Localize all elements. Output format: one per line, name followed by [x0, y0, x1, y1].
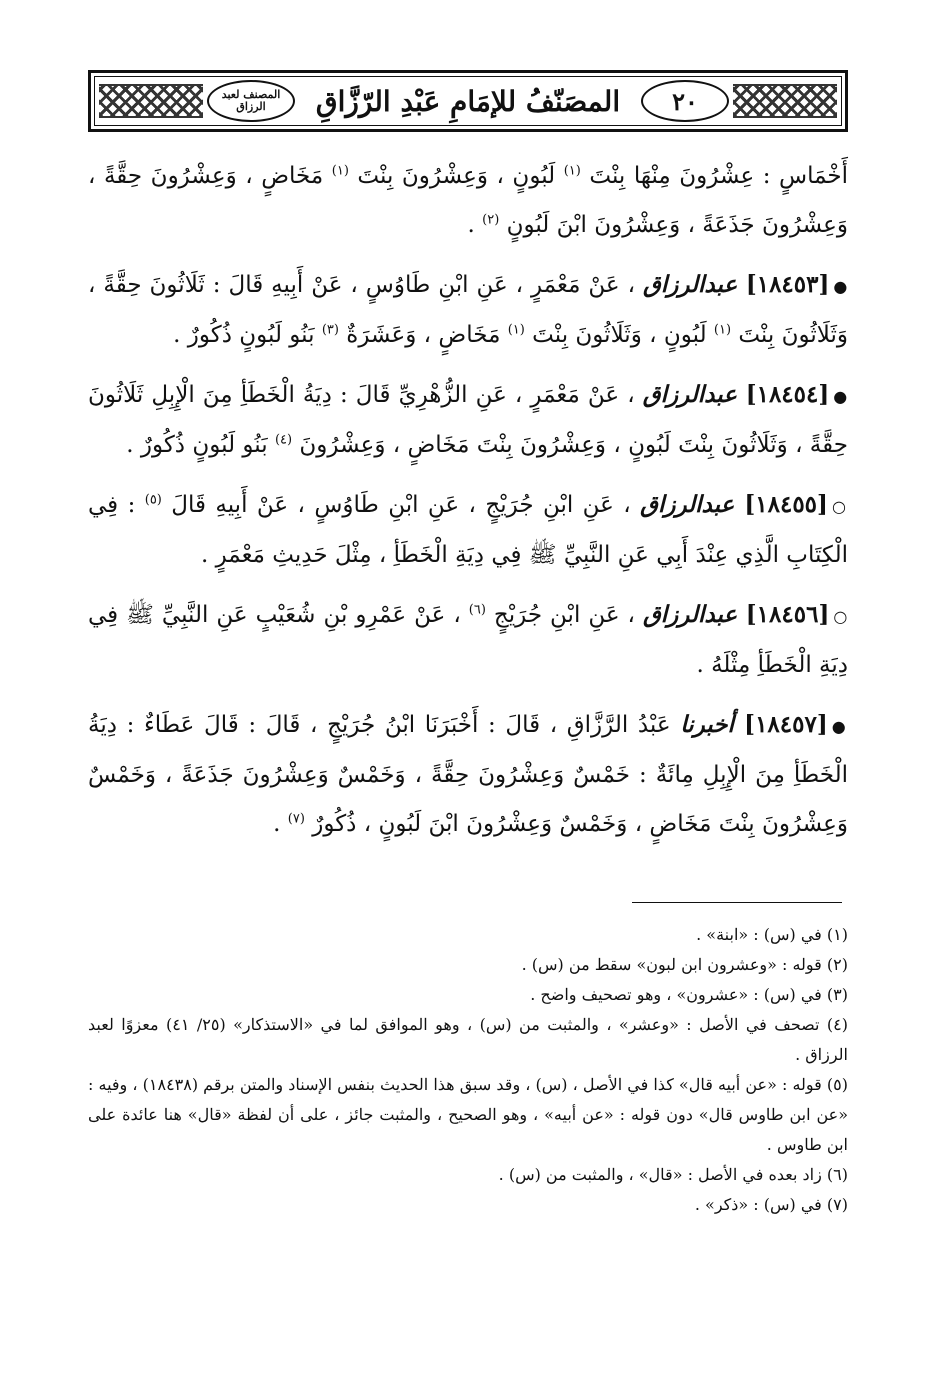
page-header: [88, 70, 848, 132]
text-segment: بَنُو لَبُونٍ ذُكُورٌ .: [126, 432, 275, 458]
hadith-paragraph: [88, 480, 848, 580]
footnote-ref: (١): [331, 163, 349, 179]
hadith-marker: ●: [831, 717, 849, 736]
narrator-name: عبدالرزاق: [640, 491, 735, 518]
ornament-pattern-right: [733, 84, 837, 118]
hadith-number: [١٨٤٥٧]: [733, 711, 828, 738]
text-segment: بَنُو لَبُونٍ ذُكُورٌ .: [173, 322, 322, 348]
main-text: [88, 152, 848, 859]
header-ornament-left: [99, 80, 299, 122]
text-segment: ، عَنْ مَعْمَرٍ ، عَنِ ابْنِ طَاوُسٍ ، عَنْ أَبِيهِ قَالَ : ثَلَاثُونَ حِقَّةً ، وَثَلَاثُونَ بِنْتَ: [88, 272, 848, 348]
text-segment: .: [467, 212, 483, 238]
narrator-name: عبدالرزاق: [643, 271, 738, 298]
hadith-marker: ●: [833, 387, 849, 406]
footnote-ref: (٧): [287, 811, 305, 827]
footnote-ref: (١): [507, 322, 525, 338]
footnote-ref: (١): [713, 322, 732, 338]
text-segment: ، عَنِ ابْنِ جُرَيْجٍ ، عَنِ ابْنِ طَاوُسٍ ، عَنْ أَبِيهِ قَالَ: [161, 492, 641, 518]
footnote: (٤) تصحف في الأصل : «وعشر» ، والمثبت من (س) ، وهو الموافق لما في «الاستذكار» (٢٥/ ٤١) معزوًا لعبد الرزاق .: [88, 1015, 848, 1064]
narrator-name: عبدالرزاق: [642, 381, 737, 408]
page-number: ٢٠: [641, 80, 729, 122]
text-segment: عَبْدُ الرَّزَّاقِ ، قَالَ : أَخْبَرَنَا ابْنُ جُرَيْجٍ ، قَالَ : قَالَ عَطَاءٌ : دِيَةُ الْخَطَأِ مِنَ الْإِبِلِ مِائَةٌ : خَمْسٌ وَعِشْرُونَ حِقَّةً ، وَخَمْسٌ وَعِشْرُونَ جَذَعَةً ، وَخَمْسٌ وَعِشْرُونَ بِنْتَ مَخَاضٍ ، وَخَمْسٌ وَعِشْرُونَ ابْنَ لَبُونٍ ، ذُكُورٌ: [88, 712, 848, 837]
footnotes: [88, 920, 848, 1220]
footnote-separator: [632, 902, 842, 903]
hadith-marker: ○: [833, 607, 848, 626]
text-segment: ، عَنِ ابْنِ جُرَيْجٍ: [485, 602, 643, 628]
text-segment: مَخَاضٍ ، وَعَشَرَةٌ: [338, 322, 508, 348]
footnote-ref: (٢): [482, 212, 500, 228]
text-segment: ، عَنْ عَمْرِو بْنِ شُعَيْبٍ عَنِ النَّبِيِّ ﷺ فِي دِيَةِ الْخَطَأِ مِثْلَهُ .: [88, 602, 848, 678]
hadith-paragraph: [88, 590, 848, 690]
footnote: (٦) زاد بعده في الأصل : «قال» ، والمثبت من (س) .: [498, 1165, 848, 1184]
footnote-ref: (٤): [274, 432, 293, 448]
hadith-marker: ○: [831, 497, 848, 516]
text-segment: : فِي الْكِتَابِ الَّذِي عِنْدَ أَبِي عَنِ النَّبِيِّ ﷺ فِي دِيَةِ الْخَطَأِ ، مِثْلَ حَدِيثِ مَعْمَرٍ .: [88, 492, 848, 568]
hadith-number: [١٨٤٥٥]: [734, 491, 828, 518]
text-segment: .: [273, 811, 288, 837]
footnote: (٧) في (س) : «ذكر» .: [694, 1195, 848, 1214]
text-segment: ، عَنْ مَعْمَرٍ ، عَنِ الزُّهْرِيِّ قَالَ : دِيَةُ الْخَطَأِ مِنَ الْإِبِلِ ثَلَاثُونَ حِقَّةً ، وَثَلَاثُونَ بِنْتَ لَبُونٍ ، وَعِشْرُونَ بِنْتَ مَخَاضٍ ، وَعِشْرُونَ: [88, 382, 848, 458]
text-segment: مَخَاضٍ ، وَعِشْرُونَ حِقَّةً ، وَعِشْرُونَ جَذَعَةً ، وَعِشْرُونَ ابْنَ لَبُونٍ: [88, 163, 848, 238]
header-ornament-right: [637, 80, 837, 122]
footnote-ref: (٣): [321, 322, 339, 338]
hadith-number: [١٨٤٥٦]: [737, 601, 830, 628]
hadith-paragraph: [88, 260, 848, 360]
hadith-paragraph: [88, 700, 848, 849]
hadith-number: [١٨٤٥٤]: [736, 381, 830, 408]
footnote: (٢) قوله : «وعشرون ابن لبون» سقط من (س) .: [521, 955, 848, 974]
footnote-ref: (٦): [468, 602, 486, 618]
footnote-ref: (١): [563, 163, 581, 179]
hadith-marker: ●: [833, 277, 849, 296]
text-segment: أَخْمَاسٍ : عِشْرُونَ مِنْهَا بِنْتَ: [580, 163, 848, 189]
footnote: (١) في (س) : «ابنة» .: [696, 925, 848, 944]
running-title: المصَنّفُ للإمَامِ عَبْدِ الرّزَّاقِ: [315, 84, 621, 118]
hadith-number: [١٨٤٥٣]: [737, 271, 830, 298]
footnote: (٥) قوله : «عن أبيه قال» كذا في الأصل ، (س) ، وقد سبق هذا الحديث بنفس الإسناد والمتن برقم (١٨٤٣٨) ، وفيه : «عن ابن طاوس قال» دون قوله : «عن أبيه» ، وهو الصحيح ، والمثبت جائز ، على أن لفظة «قال» هنا عائدة على ابن طاوس .: [88, 1075, 848, 1154]
narrator-name: أخبرنا: [680, 711, 734, 738]
hadith-paragraph: [88, 370, 848, 470]
hadith-paragraph: [88, 152, 848, 250]
text-segment: لَبُونٍ ، وَعِشْرُونَ بِنْتَ: [348, 163, 564, 189]
title-cartouche: المصنف لعبد الرزاق: [207, 80, 295, 122]
footnote: (٣) في (س) : «عشرون» ، وهو تصحيف واضح .: [530, 985, 848, 1004]
ornament-pattern-left: [99, 84, 203, 118]
text-segment: لَبُونٍ ، وَثَلَاثُونَ بِنْتَ: [524, 322, 714, 348]
narrator-name: عبدالرزاق: [642, 601, 738, 628]
footnote-ref: (٥): [144, 492, 162, 508]
